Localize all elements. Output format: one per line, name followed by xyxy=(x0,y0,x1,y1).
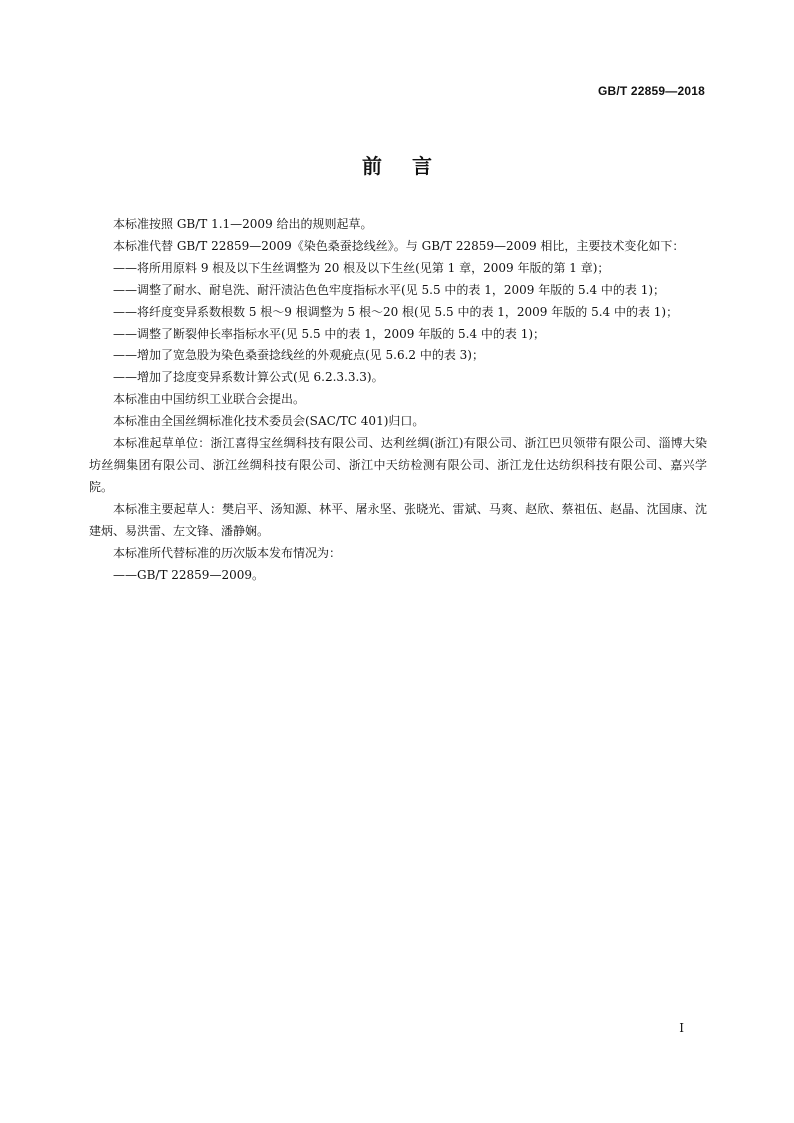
paragraph-replacement: 本标准代替 GB/T 22859—2009《染色桑蚕捻线丝》。与 GB/T 22859—2009 相比，主要技术变化如下： xyxy=(113,238,685,253)
change-item: ——增加了捻度变异系数计算公式(见 6.2.3.3.3)。 xyxy=(113,370,384,385)
paragraph-drafting-rules: 本标准按照 GB/T 1.1—2009 给出的规则起草。 xyxy=(113,217,373,231)
paragraph-history-intro: 本标准所代替标准的历次版本发布情况为： xyxy=(113,545,342,560)
change-item: ——将所用原料 9 根及以下生丝调整为 20 根及以下生丝(见第 1 章，2009 年版的第 1 章)； xyxy=(113,260,610,275)
history-item: ——GB/T 22859—2009。 xyxy=(113,567,264,582)
foreword-body xyxy=(89,214,707,586)
paragraph-drafters: 本标准主要起草人：樊启平、汤知源、林平、屠永坚、张晓光、雷斌、马爽、赵欣、蔡祖伍、赵晶、沈国康、沈建炳、易洪雷、左文锋、潘静娴。 xyxy=(89,501,707,538)
standard-code: GB/T 22859—2018 xyxy=(597,84,705,98)
paragraph-drafting-units: 本标准起草单位：浙江喜得宝丝绸科技有限公司、达利丝绸(浙江)有限公司、浙江巴贝领带有限公司、淄博大染坊丝绸集团有限公司、浙江丝绸科技有限公司、浙江中天纺检测有限公司、浙江龙仕达纺织科技有限公司、嘉兴学院。 xyxy=(89,436,707,494)
page-title: 前言 xyxy=(362,154,462,178)
paragraph-proposer: 本标准由中国纺织工业联合会提出。 xyxy=(113,392,306,407)
change-item: ——将纤度变异系数根数 5 根～9 根调整为 5 根～20 根(见 5.5 中的表 1，2009 年版的 5.4 中的表 1)； xyxy=(113,304,679,319)
change-item: ——调整了耐水、耐皂洗、耐汗渍沾色色牢度指标水平(见 5.5 中的表 1，2009 年版的 5.4 中的表 1)； xyxy=(113,282,666,297)
change-item: ——调整了断裂伸长率指标水平(见 5.5 中的表 1，2009 年版的 5.4 中的表 1)； xyxy=(113,326,546,341)
page-number: I xyxy=(679,1021,684,1035)
paragraph-administrator: 本标准由全国丝绸标准化技术委员会(SAC/TC 401)归口。 xyxy=(113,414,425,429)
change-item: ——增加了宽急股为染色桑蚕捻线丝的外观疵点(见 5.6.2 中的表 3)； xyxy=(113,348,484,363)
